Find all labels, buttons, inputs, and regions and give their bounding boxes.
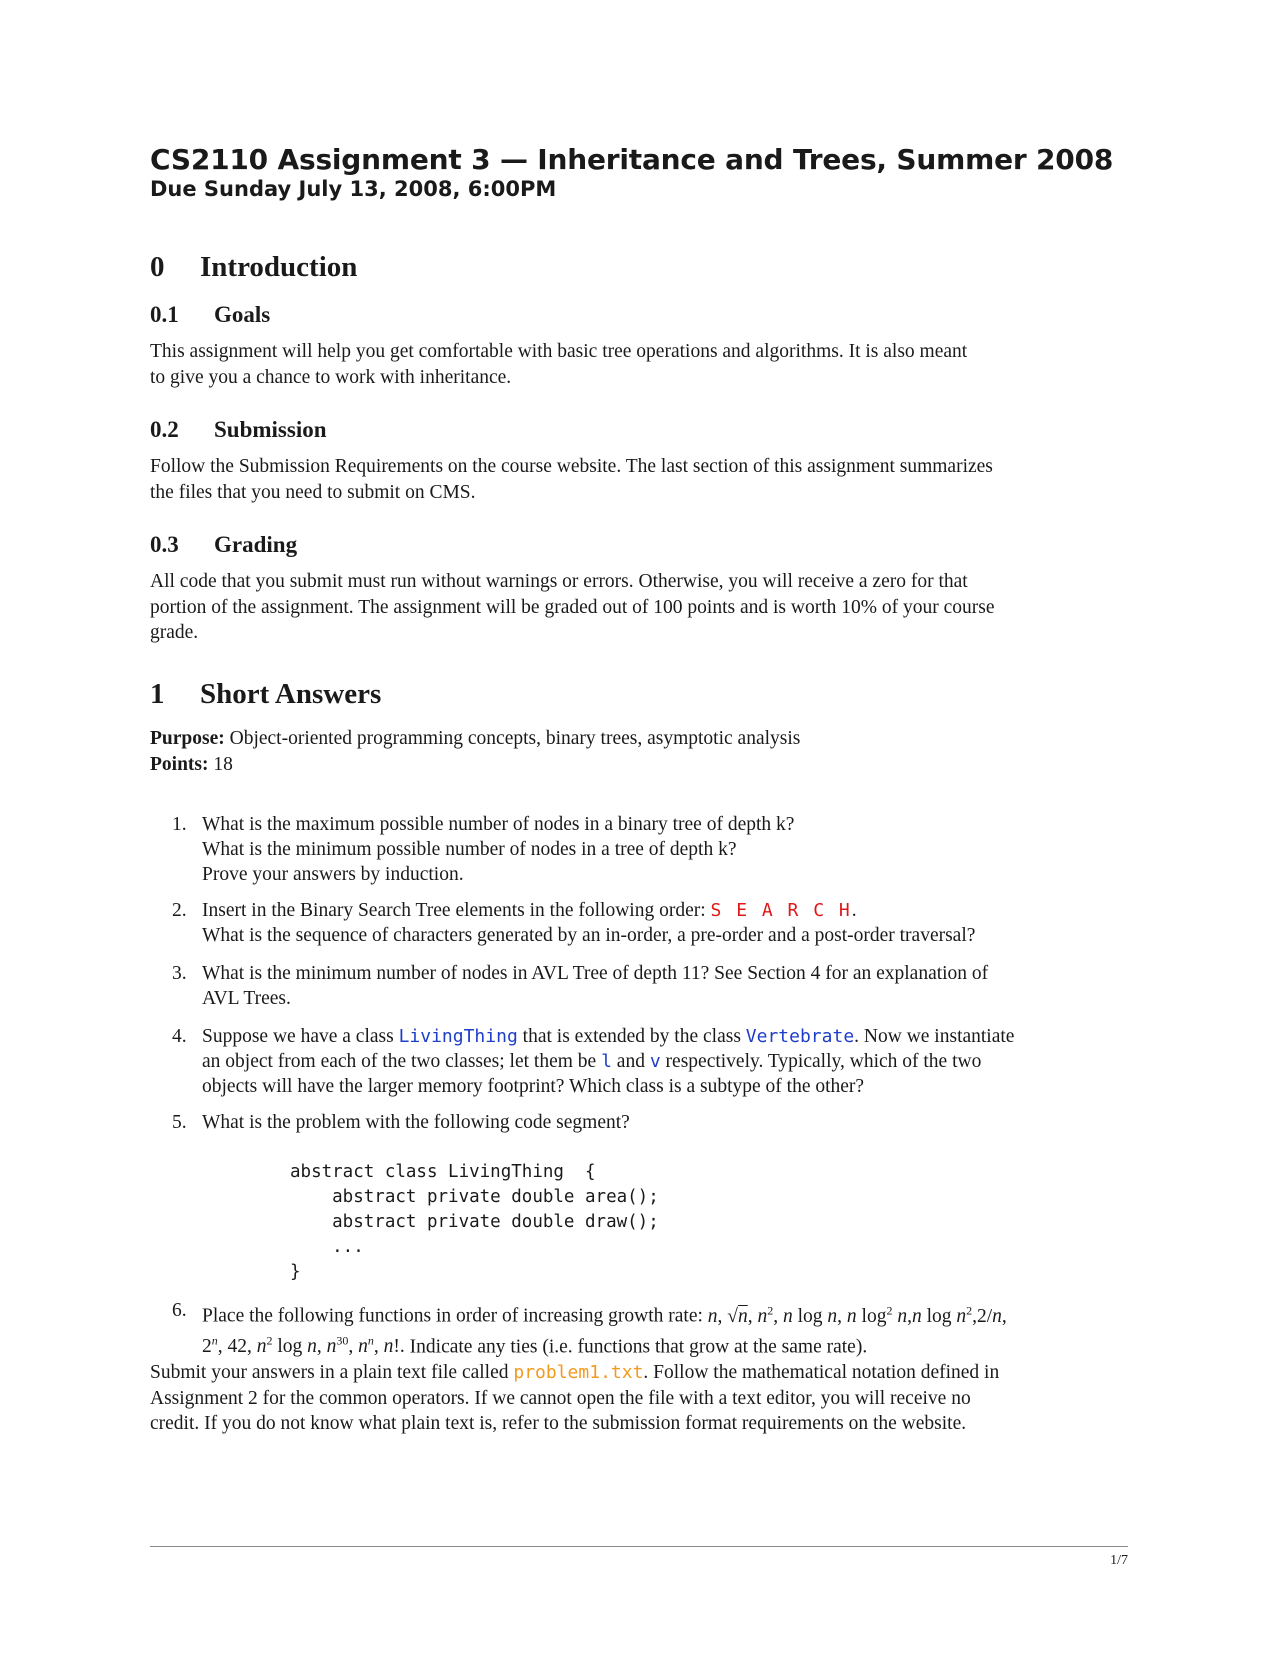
section-number: 1	[150, 678, 165, 710]
question-text: Suppose we have a class	[202, 1026, 394, 1047]
section-title: Short Answers	[200, 678, 382, 710]
subsection-title: Grading	[214, 532, 298, 557]
section-heading-introduction	[150, 251, 357, 284]
growth-functions-b: 2$^n$, 42, $n^2$ log n, $n^{30}$, $n^n$, n!.	[202, 1333, 405, 1357]
question-line: What is the maximum possible number of nodes in a binary tree of depth k?	[202, 814, 795, 835]
purpose-text: Object-oriented programming concepts, binary trees, asymptotic analysis	[229, 728, 801, 749]
paragraph-line: grade.	[150, 622, 199, 643]
subsection-number: 0.1	[150, 302, 179, 327]
subsection-heading-grading	[150, 532, 297, 558]
subsection-heading-submission	[150, 417, 327, 443]
section-heading-short-answers	[150, 678, 381, 711]
question-line: What is the minimum number of nodes in AVL Tree of depth 11? See Section 4 for an explanation of	[202, 963, 989, 984]
code-block	[290, 1160, 659, 1285]
question-line: What is the problem with the following code segment?	[202, 1112, 630, 1133]
code-line: ...	[290, 1237, 364, 1257]
document-title: CS2110 Assignment 3 — Inheritance and Trees, Summer 2008	[150, 143, 1114, 176]
question-text: and	[616, 1051, 645, 1072]
paragraph-line: portion of the assignment. The assignment will be graded out of 100 points and is worth 10% of your course	[150, 596, 995, 618]
subsection-title: Submission	[214, 417, 327, 442]
question-text: respectively. Typically, which of the two	[665, 1051, 982, 1072]
code-line: }	[290, 1262, 301, 1282]
submission-paragraph	[150, 454, 1128, 505]
question-body	[202, 812, 1128, 887]
question-body	[202, 898, 1128, 948]
purpose-label: Purpose:	[150, 728, 225, 749]
question-number: 6.	[172, 1300, 187, 1321]
question-text: an object from each of the two classes; let them be	[202, 1051, 597, 1072]
question-text: .	[851, 900, 857, 921]
question-body	[202, 1024, 1128, 1099]
question-line: What is the sequence of characters generated by an in-order, a pre-order and a post-order traversal?	[202, 925, 976, 946]
question-line: Prove your answers by induction.	[202, 864, 464, 885]
question-number: 5.	[172, 1112, 187, 1133]
question-line	[202, 1049, 1128, 1074]
code-line: abstract class LivingThing {	[290, 1162, 596, 1182]
grading-paragraph	[150, 569, 1128, 646]
purpose-block	[150, 726, 1128, 777]
paragraph-line: the files that you need to submit on CMS.	[150, 481, 476, 503]
class-name-livingthing: LivingThing	[398, 1026, 518, 1047]
growth-functions-a: n, √n, $n^2$, n log n, n $\log^2 n,n$ $\log n^2,2/n$,	[707, 1303, 1007, 1327]
paragraph-text: . Follow the mathematical notation defined in	[643, 1362, 1000, 1383]
paragraph-line: credit. If you do not know what plain text is, refer to the submission format requirements on the website.	[150, 1413, 967, 1434]
paragraph-line: to give you a chance to work with inheritance.	[150, 366, 512, 388]
question-number: 4.	[172, 1026, 187, 1047]
question-line	[202, 898, 1128, 923]
question-line: What is the minimum possible number of nodes in a tree of depth k?	[202, 839, 737, 860]
points-value: 18	[213, 753, 233, 775]
subsection-number: 0.3	[150, 532, 179, 557]
variable-v: v	[649, 1051, 661, 1072]
question-number: 1.	[172, 814, 187, 835]
submission-instructions	[150, 1360, 1128, 1437]
code-line: abstract private double draw();	[290, 1212, 659, 1232]
question-text: that is extended by the class	[522, 1026, 741, 1047]
goals-paragraph	[150, 339, 1128, 390]
file-name-problem1: problem1.txt	[513, 1362, 644, 1383]
section-number: 0	[150, 251, 165, 283]
question-number: 2.	[172, 900, 187, 921]
footer-rule	[150, 1546, 1128, 1547]
subsection-heading-goals	[150, 302, 270, 328]
question-body	[202, 961, 1128, 1011]
question-line	[202, 1329, 1128, 1360]
paragraph-line: All code that you submit must run without warnings or errors. Otherwise, you will receive a zero for that	[150, 571, 968, 592]
question-text: Indicate any ties (i.e. functions that grow at the same rate).	[409, 1336, 868, 1357]
paragraph-line: Assignment 2 for the common operators. If we cannot open the file with a text editor, you will receive no	[150, 1387, 971, 1409]
paragraph-text: Submit your answers in a plain text file called	[150, 1362, 509, 1383]
code-line: abstract private double area();	[290, 1187, 659, 1207]
question-line: AVL Trees.	[202, 988, 291, 1009]
page-number: 1/7	[1110, 1553, 1128, 1568]
bst-insert-sequence: S E A R C H	[710, 900, 852, 921]
question-line	[202, 1298, 1128, 1329]
paragraph-line: Follow the Submission Requirements on the course website. The last section of this assignment summarizes	[150, 456, 993, 477]
subsection-title: Goals	[214, 302, 271, 327]
paragraph-line: This assignment will help you get comfortable with basic tree operations and algorithms. It is also meant	[150, 341, 968, 362]
question-text: Place the following functions in order of increasing growth rate:	[202, 1305, 703, 1327]
variable-l: l	[601, 1051, 612, 1072]
class-name-vertebrate: Vertebrate	[745, 1026, 855, 1047]
question-number: 3.	[172, 963, 187, 984]
due-date: Due Sunday July 13, 2008, 6:00PM	[150, 177, 557, 201]
question-body	[202, 1298, 1128, 1359]
section-title: Introduction	[200, 251, 358, 283]
question-text: . Now we instantiate	[854, 1026, 1015, 1047]
question-body	[202, 1110, 1128, 1135]
question-line: objects will have the larger memory footprint? Which class is a subtype of the other?	[202, 1076, 865, 1097]
question-line	[202, 1024, 1128, 1049]
points-label: Points:	[150, 753, 209, 775]
subsection-number: 0.2	[150, 417, 179, 442]
question-text: Insert in the Binary Search Tree elements in the following order:	[202, 900, 706, 921]
